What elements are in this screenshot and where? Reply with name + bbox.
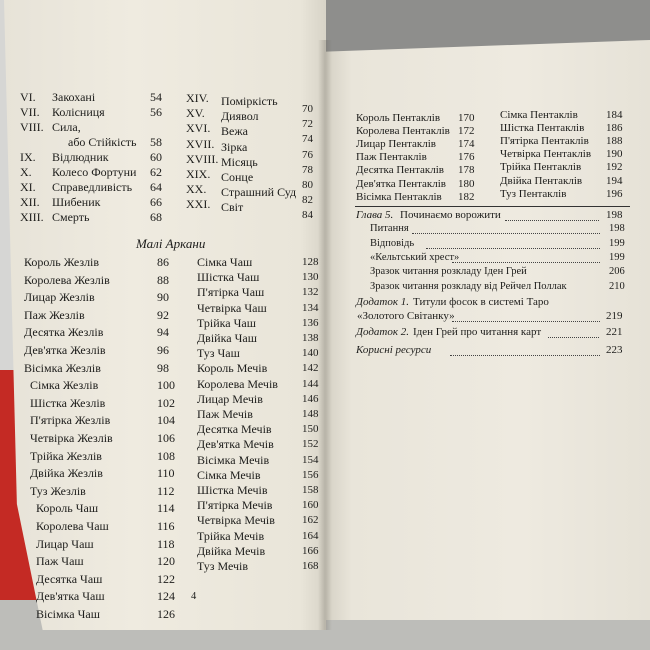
chapter5-subentry-page: 206 (609, 266, 625, 277)
minor-card-name: Четвірка Жезлів (30, 431, 113, 445)
arcana-numeral: XIV. (186, 91, 209, 105)
chapter5-title: Починаємо ворожити (400, 209, 501, 221)
minor-card-name: Сімка Чаш (197, 255, 253, 269)
pentacle-card-page: 190 (606, 148, 623, 161)
minor-card-page: 88 (157, 272, 169, 287)
arcana-page: 72 (302, 118, 313, 131)
arcana-page: 60 (150, 150, 162, 164)
pentacle-card-name: Трійка Пентаклів (500, 161, 582, 174)
arcana-numeral: VI. (20, 90, 36, 104)
appendix1-title-line2: «Золотого Світанку» (357, 310, 455, 322)
chapter5-subentry-name: Питання (370, 223, 409, 234)
minor-card-name: Десятка Жезлів (24, 325, 104, 340)
minor-card-page: 130 (302, 271, 319, 284)
minor-card-page: 106 (157, 431, 175, 445)
arcana-numeral: XI. (20, 180, 36, 194)
chapter5-subentry-name: Зразок читання розкладу Іден Грей (370, 266, 527, 277)
chapter5-subentry-page: 198 (609, 223, 625, 234)
arcana-numeral: XX. (186, 182, 207, 197)
arcana-page: 78 (302, 163, 313, 176)
minor-card-page: 166 (302, 544, 319, 557)
minor-card-page: 114 (157, 501, 175, 516)
minor-card-page: 138 (302, 332, 319, 344)
minor-card-name: Королева Чаш (36, 519, 109, 533)
minor-card-name: Лицар Мечів (197, 391, 263, 406)
appendix1-title: Титули фосок в системі Таро (413, 296, 549, 308)
pentacle-card-name: Туз Пентаклів (500, 187, 567, 200)
minor-card-page: 100 (157, 378, 175, 393)
arcana-page: 54 (150, 90, 162, 104)
minor-card-name: Вісімка Мечів (197, 452, 270, 467)
arcana-name: Вежа (221, 124, 248, 139)
arcana-page: 66 (150, 195, 162, 209)
arcana-name: Шибеник (52, 195, 101, 209)
leader-dots (505, 220, 599, 221)
arcana-page: 82 (302, 194, 313, 207)
minor-card-name: Сімка Жезлів (30, 378, 99, 393)
chapter5-subentry-name: Зразок читання розкладу від Рейчел Поллак (370, 281, 567, 292)
minor-card-name: Трійка Чаш (197, 315, 256, 330)
minor-card-name: Двійка Жезлів (30, 466, 103, 481)
pentacle-card-page: 192 (606, 161, 623, 174)
leader-dots (452, 321, 600, 322)
book-gutter (318, 40, 332, 630)
pentacle-card-name: Паж Пентаклів (356, 151, 427, 164)
minor-card-page: 124 (157, 589, 175, 604)
minor-card-page: 108 (157, 448, 175, 463)
arcana-numeral: IX. (20, 150, 36, 164)
minor-card-page: 154 (302, 453, 319, 466)
pentacle-card-page: 172 (458, 125, 475, 138)
leader-dots (548, 337, 599, 338)
arcana-name: Закохані (52, 90, 96, 104)
pentacle-card-name: Король Пентаклів (356, 112, 441, 124)
minor-card-name: Лицар Жезлів (24, 290, 95, 305)
minor-card-page: 122 (157, 571, 175, 586)
pentacle-card-name: Четвірка Пентаклів (500, 148, 592, 161)
minor-card-page: 160 (302, 499, 319, 512)
arcana-page: 68 (150, 210, 162, 224)
pentacle-card-page: 178 (458, 164, 475, 177)
pentacle-card-page: 184 (606, 109, 623, 121)
minor-card-name: Двійка Чаш (197, 331, 257, 345)
minor-card-name: Дев'ятка Жезлів (24, 343, 106, 357)
pentacle-card-name: Лицар Пентаклів (356, 138, 436, 151)
minor-card-name: П'ятірка Мечів (197, 498, 273, 513)
arcana-page: 70 (302, 103, 313, 115)
minor-card-page: 98 (157, 360, 169, 375)
arcana-name: Сонце (221, 170, 254, 184)
minor-card-page: 94 (157, 325, 169, 340)
minor-card-name: Лицар Чаш (36, 536, 94, 551)
appendix2-page: 221 (606, 326, 623, 338)
minor-card-page: 156 (302, 468, 319, 481)
chapter5-subentry-name: Відповідь (370, 238, 415, 249)
minor-card-name: Королева Мечів (197, 376, 278, 391)
minor-card-name: Четвірка Чаш (197, 300, 267, 315)
pentacle-card-page: 170 (458, 112, 475, 124)
arcana-name-line2: або Стійкість (68, 135, 137, 149)
minor-card-name: Король Мечів (197, 361, 268, 376)
arcana-numeral: XV. (186, 106, 205, 121)
arcana-name: Зірка (221, 139, 248, 154)
arcana-numeral: XVIII. (186, 151, 219, 166)
chapter5-subentry-name: «Кельтський хрест» (370, 252, 460, 263)
minor-arcana-heading: Малі Аркани (136, 236, 206, 251)
arcana-page: 74 (302, 133, 313, 146)
minor-card-page: 112 (157, 483, 175, 498)
minor-card-page: 120 (157, 554, 175, 569)
chapter5-subentry-page: 199 (609, 238, 625, 249)
leader-dots (452, 262, 600, 263)
minor-card-page: 136 (302, 316, 319, 329)
minor-card-page: 116 (157, 519, 175, 533)
minor-card-page: 86 (157, 255, 169, 269)
minor-card-page: 140 (302, 347, 319, 360)
minor-card-name: Королева Жезлів (24, 272, 110, 287)
pentacle-card-page: 196 (606, 187, 623, 200)
minor-card-name: Шістка Мечів (197, 483, 268, 497)
minor-card-name: П'ятірка Чаш (197, 285, 265, 300)
arcana-name: Диявол (221, 109, 259, 124)
minor-card-name: Вісімка Жезлів (24, 360, 101, 375)
pentacle-card-name: П'ятірка Пентаклів (500, 135, 589, 148)
minor-card-name: Паж Жезлів (24, 307, 85, 322)
pentacle-card-name: Сімка Пентаклів (500, 109, 578, 121)
arcana-numeral: XVII. (186, 136, 215, 151)
minor-card-name: Туз Мечів (197, 559, 249, 573)
arcana-name: Місяць (221, 154, 258, 169)
minor-card-page: 90 (157, 290, 169, 305)
leader-dots (450, 355, 600, 356)
minor-card-page: 152 (302, 438, 319, 451)
arcana-page: 84 (302, 209, 313, 222)
arcana-name: Сила, (52, 120, 81, 134)
pentacle-card-page: 194 (606, 174, 623, 187)
pentacle-card-page: 186 (606, 122, 623, 135)
minor-card-page: 132 (302, 286, 319, 299)
minor-card-page: 146 (302, 392, 319, 405)
minor-card-page: 144 (302, 377, 319, 390)
divider-rule (355, 206, 630, 207)
arcana-name: Смерть (52, 210, 90, 224)
minor-card-name: Сімка Мечів (197, 467, 261, 482)
arcana-page: 76 (302, 148, 313, 161)
arcana-numeral: XIX. (186, 167, 211, 181)
arcana-numeral: VIII. (20, 120, 44, 134)
minor-card-name: Десятка Чаш (36, 571, 103, 586)
appendix2-label: Додаток 2. (356, 326, 410, 338)
minor-card-name: Туз Жезлів (30, 483, 86, 498)
minor-card-name: Шістка Чаш (197, 270, 260, 285)
minor-card-page: 110 (157, 466, 175, 481)
arcana-name: Справедливість (52, 180, 133, 194)
appendix1-page: 219 (606, 310, 623, 322)
minor-card-page: 102 (157, 395, 175, 410)
pentacle-card-name: Вісімка Пентаклів (356, 190, 442, 203)
resources-page: 223 (606, 344, 623, 356)
arcana-page: 64 (150, 180, 162, 194)
leader-dots (412, 233, 600, 234)
chapter5-label: Глава 5. (356, 209, 394, 221)
chapter5-subentry-page: 199 (609, 252, 625, 263)
minor-card-name: Вісімка Чаш (36, 607, 100, 621)
pentacle-card-name: Десятка Пентаклів (356, 164, 444, 177)
minor-card-page: 162 (302, 514, 319, 527)
minor-card-name: Десятка Мечів (197, 422, 272, 437)
minor-card-name: Трійка Жезлів (30, 448, 102, 463)
chapter5-page: 198 (606, 209, 623, 221)
arcana-page: 58 (150, 135, 162, 149)
minor-card-name: Шістка Жезлів (30, 395, 106, 410)
minor-card-page: 158 (302, 484, 319, 496)
minor-card-name: Паж Мечів (197, 407, 253, 421)
minor-card-name: Двійка Мечів (197, 543, 266, 558)
minor-card-name: Дев'ятка Чаш (36, 589, 105, 604)
appendix2-title: Іден Грей про читання карт (413, 326, 542, 338)
minor-card-page: 164 (302, 529, 319, 542)
pentacle-card-page: 174 (458, 138, 475, 151)
minor-card-page: 134 (302, 301, 319, 314)
arcana-numeral: XIII. (20, 210, 44, 224)
minor-card-name: Паж Чаш (36, 554, 84, 569)
minor-card-name: Туз Чаш (197, 346, 240, 361)
arcana-name: Колесо Фортуни (52, 165, 137, 179)
minor-card-name: Четвірка Мечів (197, 513, 275, 528)
minor-card-page: 96 (157, 343, 169, 357)
arcana-name: Страшний Суд (221, 185, 297, 200)
minor-card-name: Король Чаш (36, 501, 99, 516)
pentacle-card-page: 176 (458, 151, 475, 164)
minor-card-page: 168 (302, 560, 319, 572)
arcana-numeral: XVI. (186, 121, 211, 136)
arcana-name: Колісниця (52, 105, 105, 119)
minor-card-name: Трійка Мечів (197, 528, 265, 543)
pentacle-card-name: Королева Пентаклів (356, 125, 450, 138)
minor-card-page: 148 (302, 408, 319, 420)
minor-card-page: 150 (302, 423, 319, 436)
pentacle-card-page: 188 (606, 135, 623, 148)
arcana-name: Поміркість (221, 94, 278, 108)
minor-card-page: 128 (302, 256, 319, 268)
arcana-numeral: X. (20, 165, 32, 179)
minor-card-name: Король Жезлів (24, 255, 100, 269)
pentacle-card-name: Двійка Пентаклів (500, 174, 583, 187)
pentacle-card-name: Шістка Пентаклів (500, 122, 585, 135)
arcana-page: 56 (150, 105, 162, 119)
minor-card-page: 104 (157, 413, 175, 428)
minor-card-name: Дев'ятка Мечів (197, 437, 274, 452)
arcana-name: Відлюдник (52, 150, 109, 164)
minor-card-page: 92 (157, 307, 169, 322)
arcana-page: 80 (302, 179, 313, 191)
pentacle-card-name: Дев'ятка Пентаклів (356, 177, 446, 190)
minor-card-name: П'ятірка Жезлів (30, 413, 111, 428)
resources-label: Корисні ресурси (356, 344, 432, 356)
arcana-page: 62 (150, 165, 162, 179)
page-number: 4 (191, 591, 197, 602)
arcana-name: Світ (221, 200, 244, 215)
minor-card-page: 142 (302, 362, 319, 375)
chapter5-subentry-page: 210 (609, 281, 625, 292)
minor-card-page: 118 (157, 536, 175, 551)
pentacle-card-page: 180 (458, 177, 475, 190)
leader-dots (426, 248, 600, 249)
arcana-numeral: XXI. (186, 197, 211, 212)
pentacle-card-page: 182 (458, 190, 475, 203)
arcana-numeral: VII. (20, 105, 40, 119)
appendix1-label: Додаток 1. (356, 296, 410, 308)
minor-card-page: 126 (157, 607, 175, 621)
arcana-numeral: XII. (20, 195, 40, 209)
